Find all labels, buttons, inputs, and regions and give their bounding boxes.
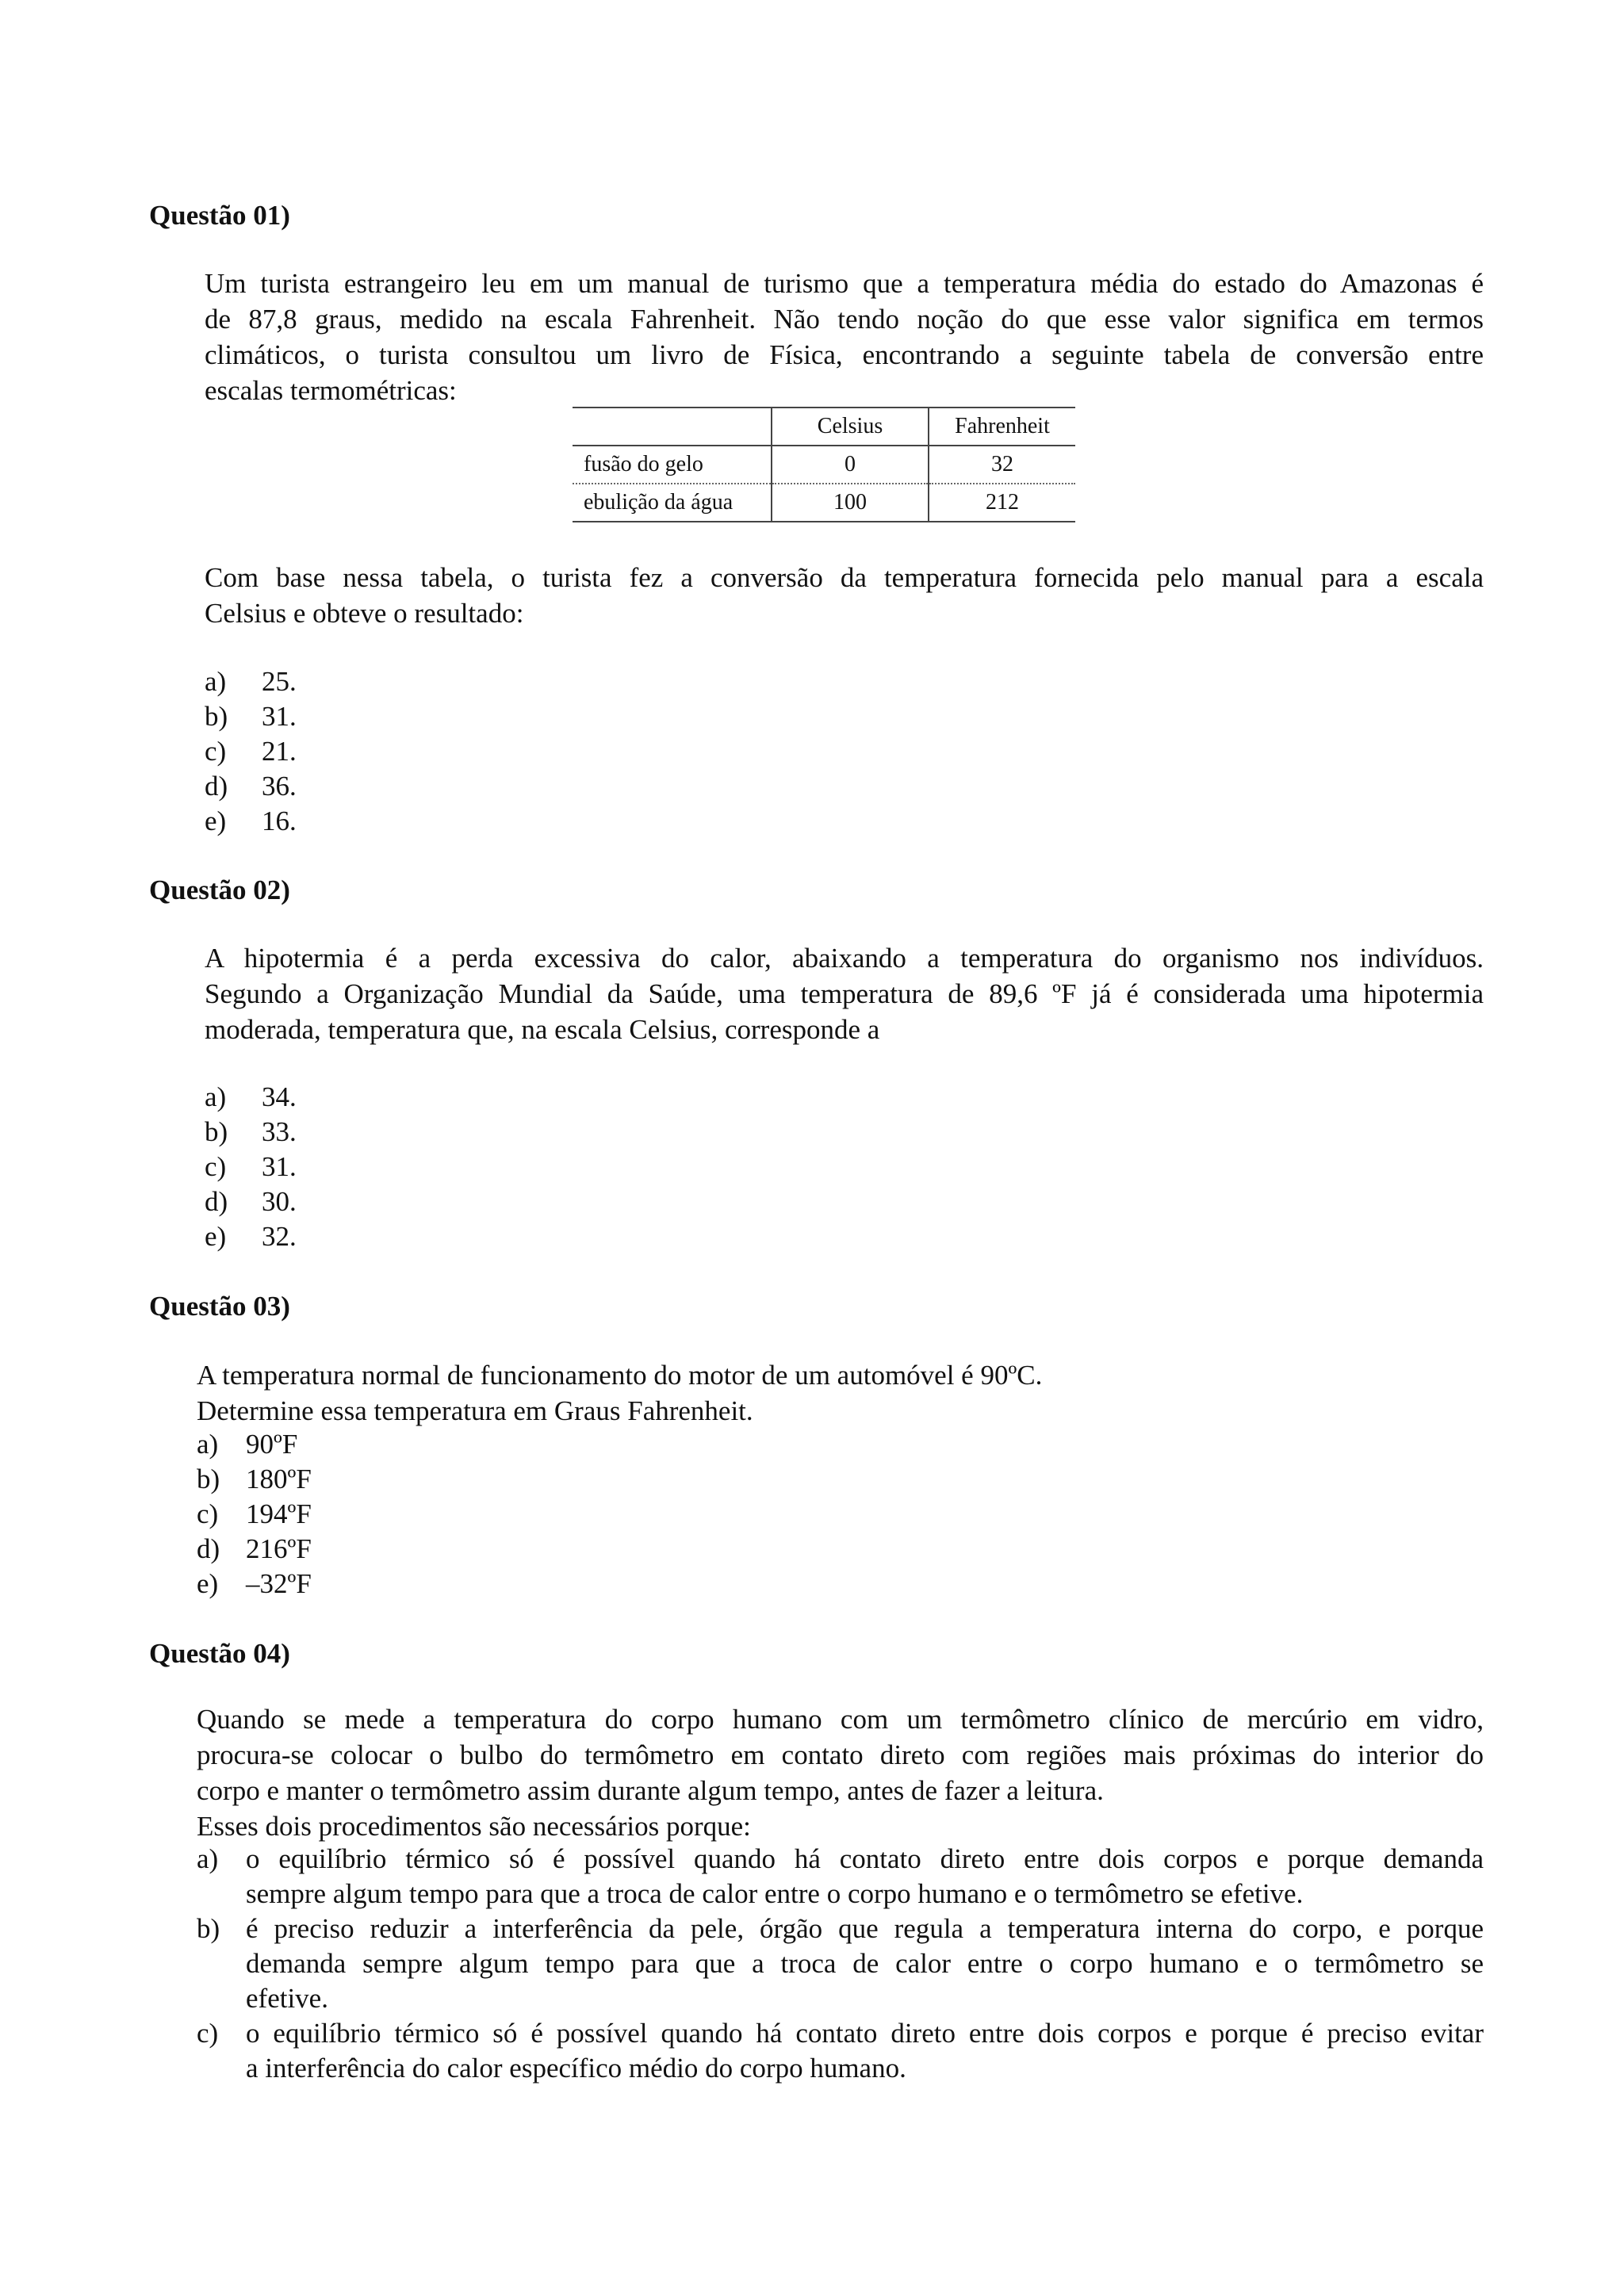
option-line: o equilíbrio térmico só é possível quando há contato direto entre dois corpos e porque é preciso evitar [246,2018,1484,2049]
option-label: b) [205,701,228,732]
option-text: 32. [262,1221,297,1252]
question-01-line: Celsius e obteve o resultado: [205,598,524,629]
table-header-fahrenheit: Fahrenheit [929,408,1075,446]
question-03-heading: Questão 03) [149,1291,290,1322]
option-line: é preciso reduzir a interferência da pele, órgão que regula a temperatura interna do corpo, e porque [246,1913,1484,1944]
question-01-heading: Questão 01) [149,200,290,231]
option-c[interactable] [197,1497,1484,1532]
option-label: e) [197,1568,219,1599]
option-label: b) [205,1116,228,1147]
option-text: 25. [262,666,297,697]
question-01-line: de 87,8 graus, medido na escala Fahrenheit. Não tendo noção do que esse valor significa em termos [205,304,1484,335]
option-text: 194ºF [246,1498,312,1529]
question-02-heading: Questão 02) [149,874,290,905]
option-a[interactable] [197,1427,1484,1462]
question-03-line: A temperatura normal de funcionamento do motor de um automóvel é 90ºC. [197,1360,1043,1391]
question-02-line: Segundo a Organização Mundial da Saúde, uma temperatura de 89,6 ºF já é considerada uma hipotermia [205,978,1484,1009]
question-03-options [197,1427,1484,1601]
option-b[interactable] [197,1911,1484,2016]
option-label: e) [205,1221,227,1252]
question-02-line: A hipotermia é a perda excessiva do calor, abaixando a temperatura do organismo nos indivíduos. [205,943,1484,974]
question-02-line: moderada, temperatura que, na escala Celsius, corresponde a [205,1014,880,1045]
option-line: a interferência do calor específico médio do corpo humano. [246,2053,906,2084]
table-header-celsius: Celsius [772,408,929,446]
table-cell: ebulição da água [573,484,772,522]
option-d[interactable] [197,1532,1484,1567]
option-label: b) [197,1464,220,1494]
option-label: a) [205,666,227,697]
option-label: a) [197,1843,219,1874]
option-label: d) [205,1186,228,1217]
option-d[interactable] [205,1184,1484,1219]
option-label: a) [205,1081,227,1112]
question-01-line: escalas termométricas: [205,375,457,406]
question-04-line: Esses dois procedimentos são necessários porque: [197,1811,751,1842]
question-01-options [205,664,1484,839]
option-text: 36. [262,771,297,802]
table-cell: 32 [929,446,1075,484]
question-02-statement [205,940,1484,1047]
question-04-line: Quando se mede a temperatura do corpo humano com um termômetro clínico de mercúrio em vidro, [197,1704,1484,1735]
option-text: 216ºF [246,1533,312,1564]
table-row [573,446,1075,484]
question-01-line: Com base nessa tabela, o turista fez a conversão da temperatura fornecida pelo manual para a escala [205,562,1484,593]
option-b[interactable] [205,1115,1484,1150]
option-text: 34. [262,1081,297,1112]
question-04-line: corpo e manter o termômetro assim durante algum tempo, antes de fazer a leitura. [197,1775,1104,1806]
option-a[interactable] [205,1080,1484,1115]
option-c[interactable] [205,734,1484,769]
option-d[interactable] [205,769,1484,804]
option-text: 31. [262,701,297,732]
option-line: efetive. [246,1983,328,2014]
option-label: d) [197,1533,220,1564]
option-b[interactable] [205,699,1484,734]
question-03-statement [197,1357,1484,1429]
option-a[interactable] [197,1842,1484,1911]
table-cell: fusão do gelo [573,446,772,484]
question-03-line: Determine essa temperatura em Graus Fahrenheit. [197,1395,753,1426]
question-04-heading: Questão 04) [149,1638,290,1669]
option-b[interactable] [197,1462,1484,1497]
option-e[interactable] [197,1567,1484,1601]
option-label: a) [197,1429,219,1460]
question-04-statement [197,1701,1484,1844]
table-header-cell [573,408,772,446]
option-label: b) [197,1913,220,1944]
option-text: 180ºF [246,1464,312,1494]
table-cell: 0 [772,446,929,484]
option-e[interactable] [205,804,1484,839]
question-01-line: climáticos, o turista consultou um livro de Física, encontrando a seguinte tabela de conversão entre [205,339,1484,370]
conversion-table [573,407,1075,522]
option-a[interactable] [205,664,1484,699]
option-line: o equilíbrio térmico só é possível quando há contato direto entre dois corpos e porque demanda [246,1843,1484,1874]
table-row [573,484,1075,522]
option-text: 90ºF [246,1429,298,1460]
option-label: e) [205,806,227,836]
question-01-statement-continued [205,560,1484,631]
option-text: 21. [262,736,297,767]
option-label: c) [205,1151,227,1182]
option-text: 31. [262,1151,297,1182]
option-line: demanda sempre algum tempo para que a troca de calor entre o corpo humano e o termômetro se [246,1948,1484,1979]
option-label: c) [205,736,227,767]
option-label: d) [205,771,228,802]
option-text: 16. [262,806,297,836]
option-label: c) [197,1498,219,1529]
question-02-options [205,1080,1484,1254]
table-cell: 100 [772,484,929,522]
option-text: –32ºF [246,1568,312,1599]
question-04-line: procura-se colocar o bulbo do termômetro em contato direto com regiões mais próximas do interior do [197,1739,1484,1770]
question-04-options [197,1842,1484,2086]
option-text: 30. [262,1186,297,1217]
option-e[interactable] [205,1219,1484,1254]
option-text: 33. [262,1116,297,1147]
option-label: c) [197,2018,219,2049]
question-01-line: Um turista estrangeiro leu em um manual de turismo que a temperatura média do estado do Amazonas é [205,268,1484,299]
option-text [246,1911,1484,2016]
table-header-row [573,408,1075,446]
option-c[interactable] [197,2016,1484,2086]
question-01-statement [205,266,1484,408]
table-cell: 212 [929,484,1075,522]
option-line: sempre algum tempo para que a troca de calor entre o corpo humano e o termômetro se efetive. [246,1878,1304,1909]
option-text [246,2016,1484,2086]
option-text [246,1842,1484,1911]
option-c[interactable] [205,1150,1484,1184]
